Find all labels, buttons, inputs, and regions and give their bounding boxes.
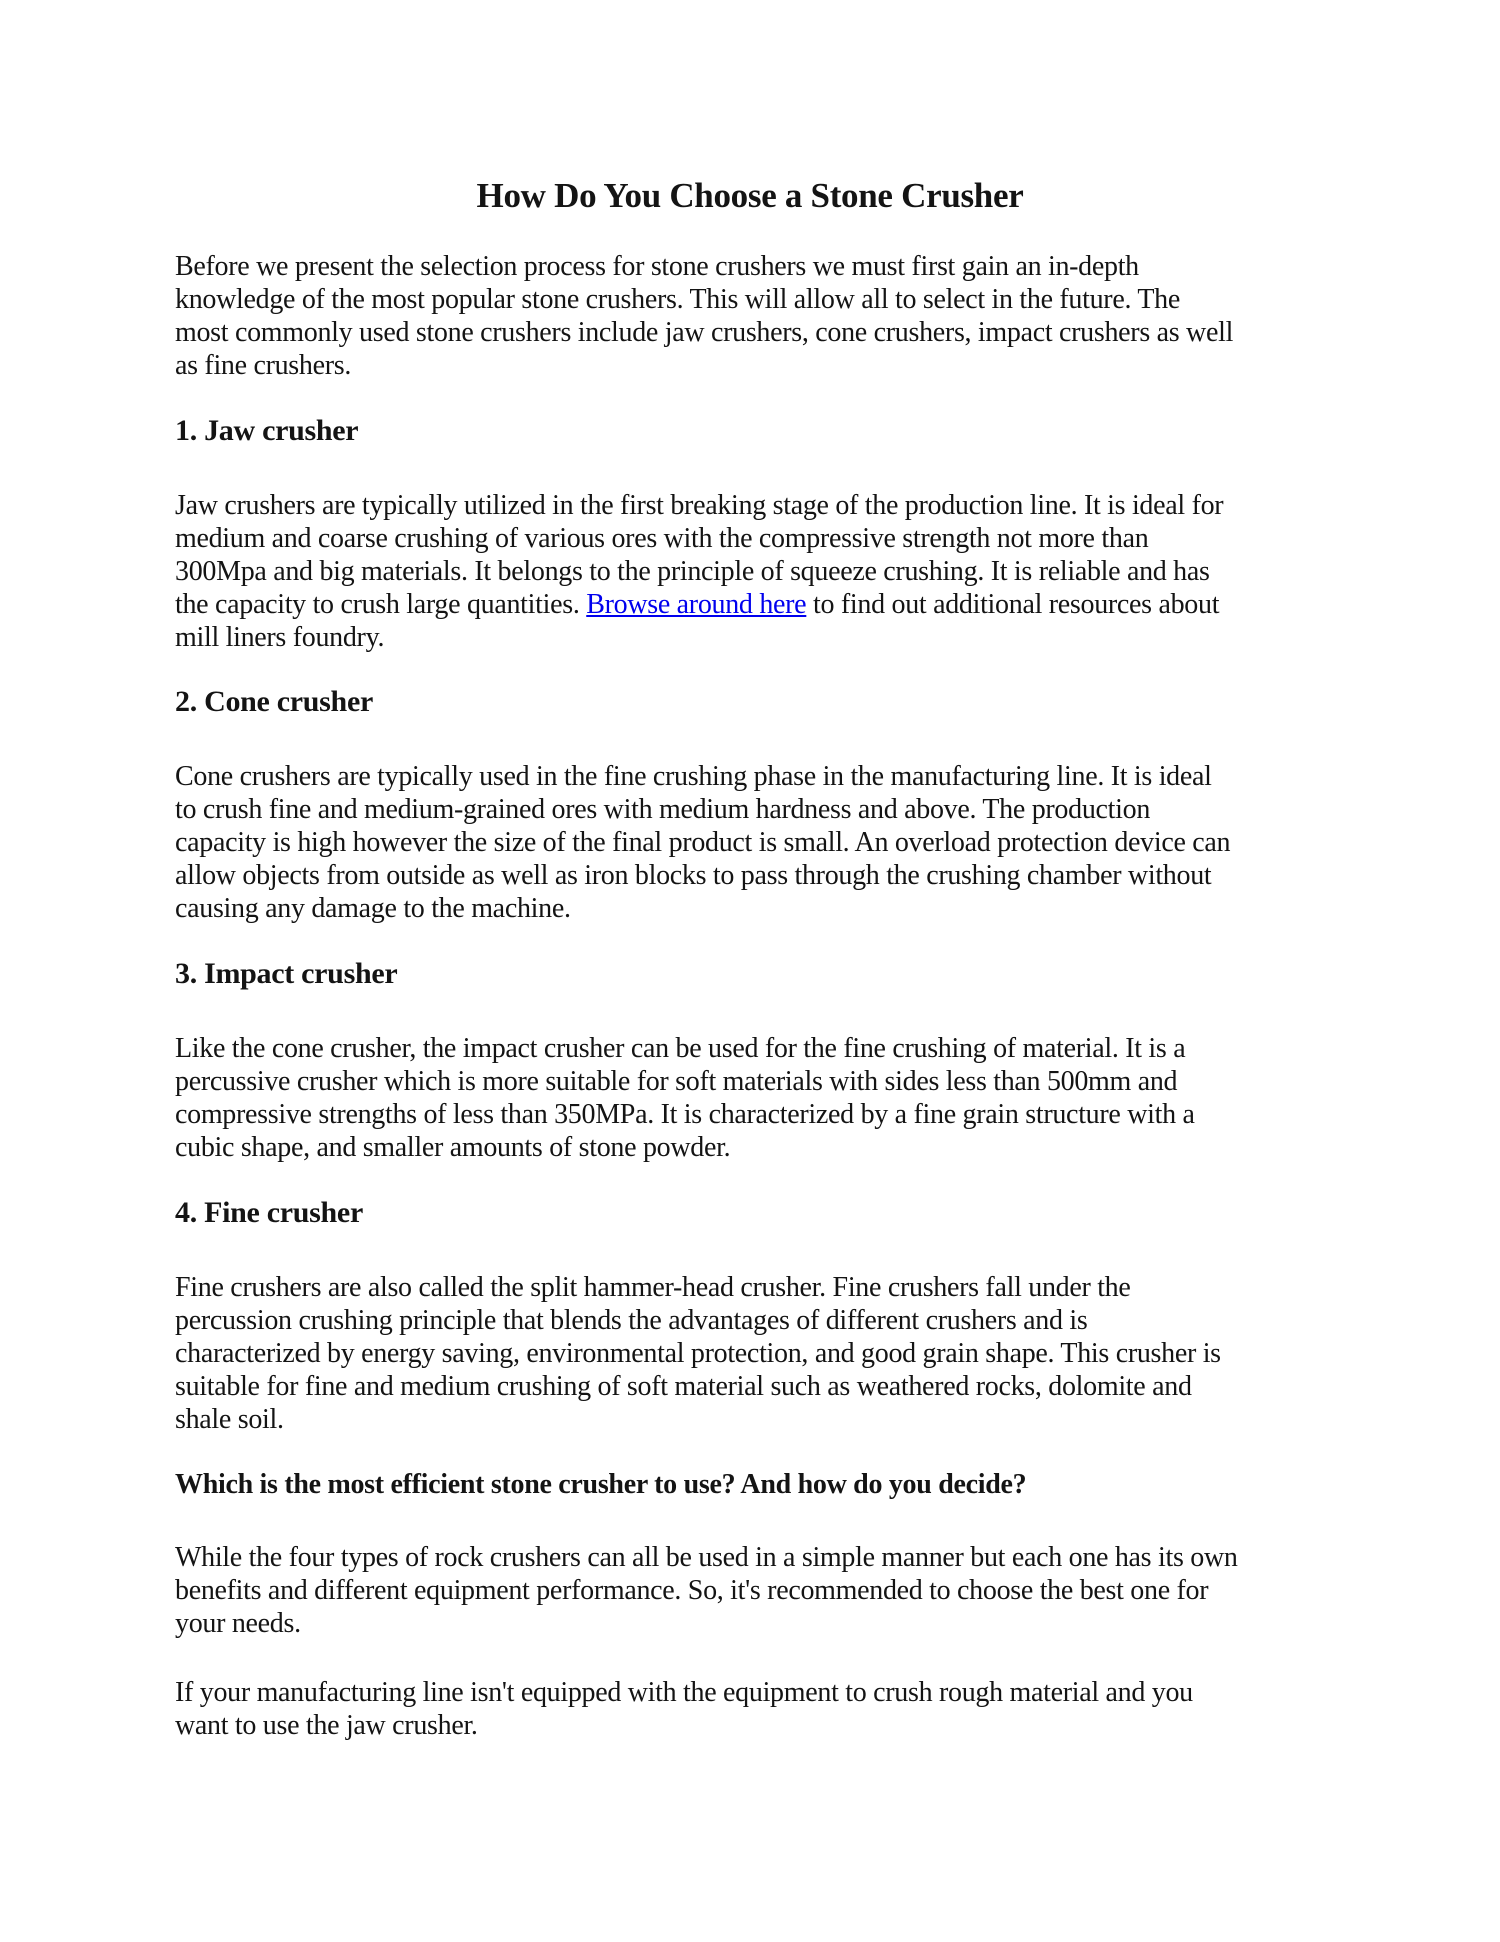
text-line: If your manufacturing line isn't equipped with the equipment to crush rough material and you [175,1677,1193,1708]
text-line: want to use the jaw crusher. [175,1710,478,1741]
intro-paragraph [175,250,1325,382]
browse-around-here-link[interactable]: Browse around here [586,589,807,620]
paragraph-cone-crusher [175,760,1325,925]
text-line: mill liners foundry. [175,622,385,653]
text-line: Fine crushers are also called the split hammer-head crusher. Fine crushers fall under the [175,1272,1131,1303]
text-line [175,588,1325,621]
section-heading-impact-crusher: 3. Impact crusher [175,957,398,990]
section-heading-cone-crusher: 2. Cone crusher [175,685,373,718]
text-segment: to find out additional resources about [806,589,1220,620]
text-line: most commonly used stone crushers include jaw crushers, cone crushers, impact crushers as well [175,317,1234,348]
section-heading-fine-crusher: 4. Fine crusher [175,1196,363,1229]
paragraph-jaw-crusher [175,489,1325,654]
text-line: Cone crushers are typically used in the fine crushing phase in the manufacturing line. It is ideal [175,761,1212,792]
text-line: percussive crusher which is more suitable for soft materials with sides less than 500mm and [175,1066,1178,1097]
closing-paragraph-2 [175,1676,1325,1742]
text-line: to crush fine and medium-grained ores with medium hardness and above. The production [175,794,1151,825]
text-line: your needs. [175,1608,301,1639]
text-line: While the four types of rock crushers can all be used in a simple manner but each one has its own [175,1542,1238,1573]
text-segment: the capacity to crush large quantities. [175,589,587,620]
text-line: percussion crushing principle that blends the advantages of different crushers and is [175,1305,1088,1336]
text-line: as fine crushers. [175,350,352,381]
text-line: Jaw crushers are typically utilized in the first breaking stage of the production line. It is ideal for [175,490,1224,521]
text-line: Before we present the selection process for stone crushers we must first gain an in-depth [175,251,1139,282]
text-line: characterized by energy saving, environmental protection, and good grain shape. This crusher is [175,1338,1221,1369]
text-line: Like the cone crusher, the impact crusher can be used for the fine crushing of material. It is a [175,1033,1186,1064]
text-line: suitable for fine and medium crushing of soft material such as weathered rocks, dolomite and [175,1371,1192,1402]
text-line: shale soil. [175,1404,284,1435]
closing-paragraph-1 [175,1541,1325,1640]
text-line: medium and coarse crushing of various ores with the compressive strength not more than [175,523,1149,554]
paragraph-impact-crusher [175,1032,1325,1164]
text-line: compressive strengths of less than 350MPa. It is characterized by a fine grain structure with a [175,1099,1195,1130]
section-heading-jaw-crusher: 1. Jaw crusher [175,414,359,447]
text-line: knowledge of the most popular stone crushers. This will allow all to select in the future. The [175,284,1180,315]
question-heading: Which is the most efficient stone crusher to use? And how do you decide? [175,1469,1027,1500]
document-title: How Do You Choose a Stone Crusher [476,176,1024,215]
text-line: allow objects from outside as well as iron blocks to pass through the crushing chamber without [175,860,1212,891]
text-line: benefits and different equipment performance. So, it's recommended to choose the best one for [175,1575,1209,1606]
text-line: capacity is high however the size of the final product is small. An overload protection device can [175,827,1231,858]
text-line: 300Mpa and big materials. It belongs to the principle of squeeze crushing. It is reliable and has [175,556,1210,587]
text-line: cubic shape, and smaller amounts of stone powder. [175,1132,731,1163]
text-line: causing any damage to the machine. [175,893,571,924]
paragraph-fine-crusher [175,1271,1325,1436]
